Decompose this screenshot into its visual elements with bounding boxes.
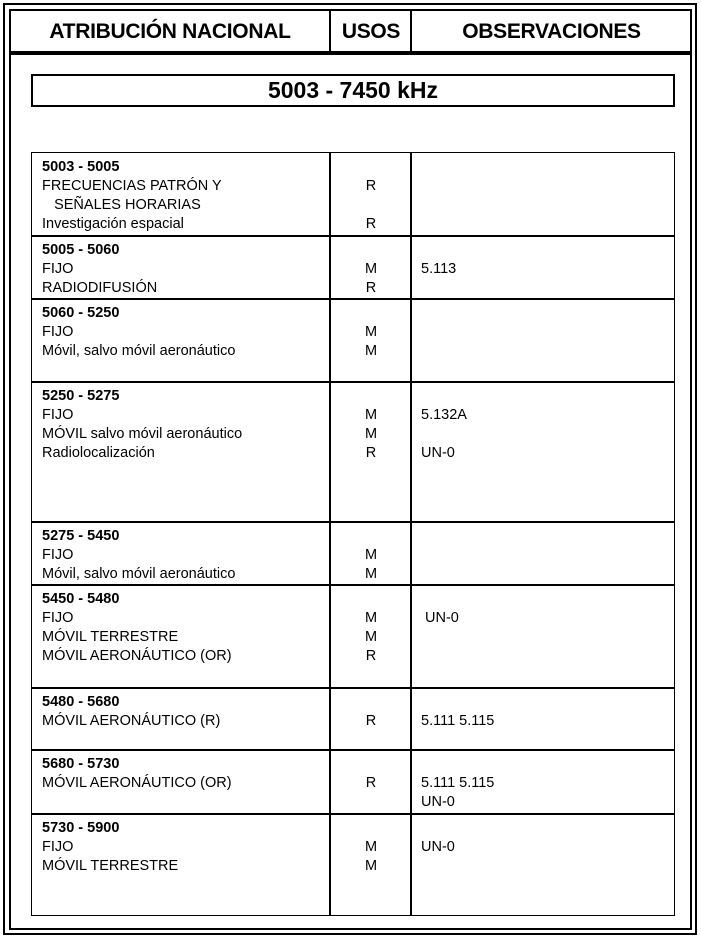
observation-note: UN-0 [421, 445, 455, 461]
band-range: 5275 - 5450 [42, 528, 120, 544]
service-use: R [365, 280, 377, 296]
band-range: 5680 - 5730 [42, 756, 120, 772]
service-name: Móvil, salvo móvil aeronáutico [42, 343, 236, 359]
service-use: R [365, 775, 377, 791]
band-range: 5480 - 5680 [42, 694, 120, 710]
table-row [31, 521, 675, 584]
service-name: MÓVIL salvo móvil aeronáutico [42, 426, 243, 442]
table-row [31, 235, 675, 298]
frequency-range-title: 5003 - 7450 kHz [31, 74, 675, 107]
service-name: FIJO [42, 324, 74, 340]
observation-note: 5.132A [421, 407, 467, 423]
observation-note: UN-0 [421, 794, 455, 810]
service-name: MÓVIL AERONÁUTICO (OR) [42, 648, 232, 664]
service-name: FRECUENCIAS PATRÓN Y [42, 178, 222, 194]
service-use: M [365, 261, 378, 277]
table-row [31, 813, 675, 916]
band-range: 5005 - 5060 [42, 242, 120, 258]
service-name: SEÑALES HORARIAS [42, 197, 201, 213]
service-name: FIJO [42, 610, 74, 626]
service-use: M [365, 858, 378, 874]
service-use: M [365, 547, 378, 563]
band-range: 5250 - 5275 [42, 388, 120, 404]
table-row [31, 584, 675, 687]
band-range: 5003 - 5005 [42, 159, 120, 175]
observation-note: 5.111 5.115 [421, 775, 495, 791]
band-range: 5450 - 5480 [42, 591, 120, 607]
service-name: RADIODIFUSIÓN [42, 280, 158, 296]
table-row [31, 298, 675, 381]
table-row [31, 381, 675, 521]
service-name: FIJO [42, 839, 74, 855]
table-header [11, 11, 690, 52]
service-use: M [365, 343, 378, 359]
service-name: Móvil, salvo móvil aeronáutico [42, 566, 236, 582]
service-use: M [365, 324, 378, 340]
header-divider [329, 11, 331, 53]
service-use: M [365, 839, 378, 855]
service-use: M [365, 426, 378, 442]
table-row [31, 152, 675, 235]
service-use: M [365, 629, 378, 645]
header-rule [11, 51, 690, 55]
service-name: MÓVIL AERONÁUTICO (R) [42, 713, 221, 729]
service-name: MÓVIL TERRESTRE [42, 629, 179, 645]
service-name: MÓVIL AERONÁUTICO (OR) [42, 775, 232, 791]
observation-note: UN-0 [421, 839, 455, 855]
header-usos: USOS [341, 19, 401, 43]
service-use: M [365, 610, 378, 626]
service-use: R [365, 445, 377, 461]
band-range: 5060 - 5250 [42, 305, 120, 321]
header-atribucion-nacional: ATRIBUCIÓN NACIONAL [49, 19, 291, 43]
header-divider [410, 11, 412, 53]
service-use: R [365, 216, 377, 232]
service-name: MÓVIL TERRESTRE [42, 858, 179, 874]
observation-note: 5.111 5.115 [421, 713, 495, 729]
table-row [31, 687, 675, 749]
observation-note: UN-0 [421, 610, 459, 626]
service-name: FIJO [42, 547, 74, 563]
service-use: R [365, 648, 377, 664]
service-use: M [365, 407, 378, 423]
table-row [31, 749, 675, 813]
service-name: Radiolocalización [42, 445, 155, 461]
service-name: FIJO [42, 407, 74, 423]
service-name: FIJO [42, 261, 74, 277]
observation-note: 5.113 [421, 261, 457, 277]
service-use: M [365, 566, 378, 582]
service-name: Investigación espacial [42, 216, 184, 232]
band-range: 5730 - 5900 [42, 820, 120, 836]
header-observaciones: OBSERVACIONES [462, 19, 641, 43]
service-use: R [365, 713, 377, 729]
service-use: R [365, 178, 377, 194]
